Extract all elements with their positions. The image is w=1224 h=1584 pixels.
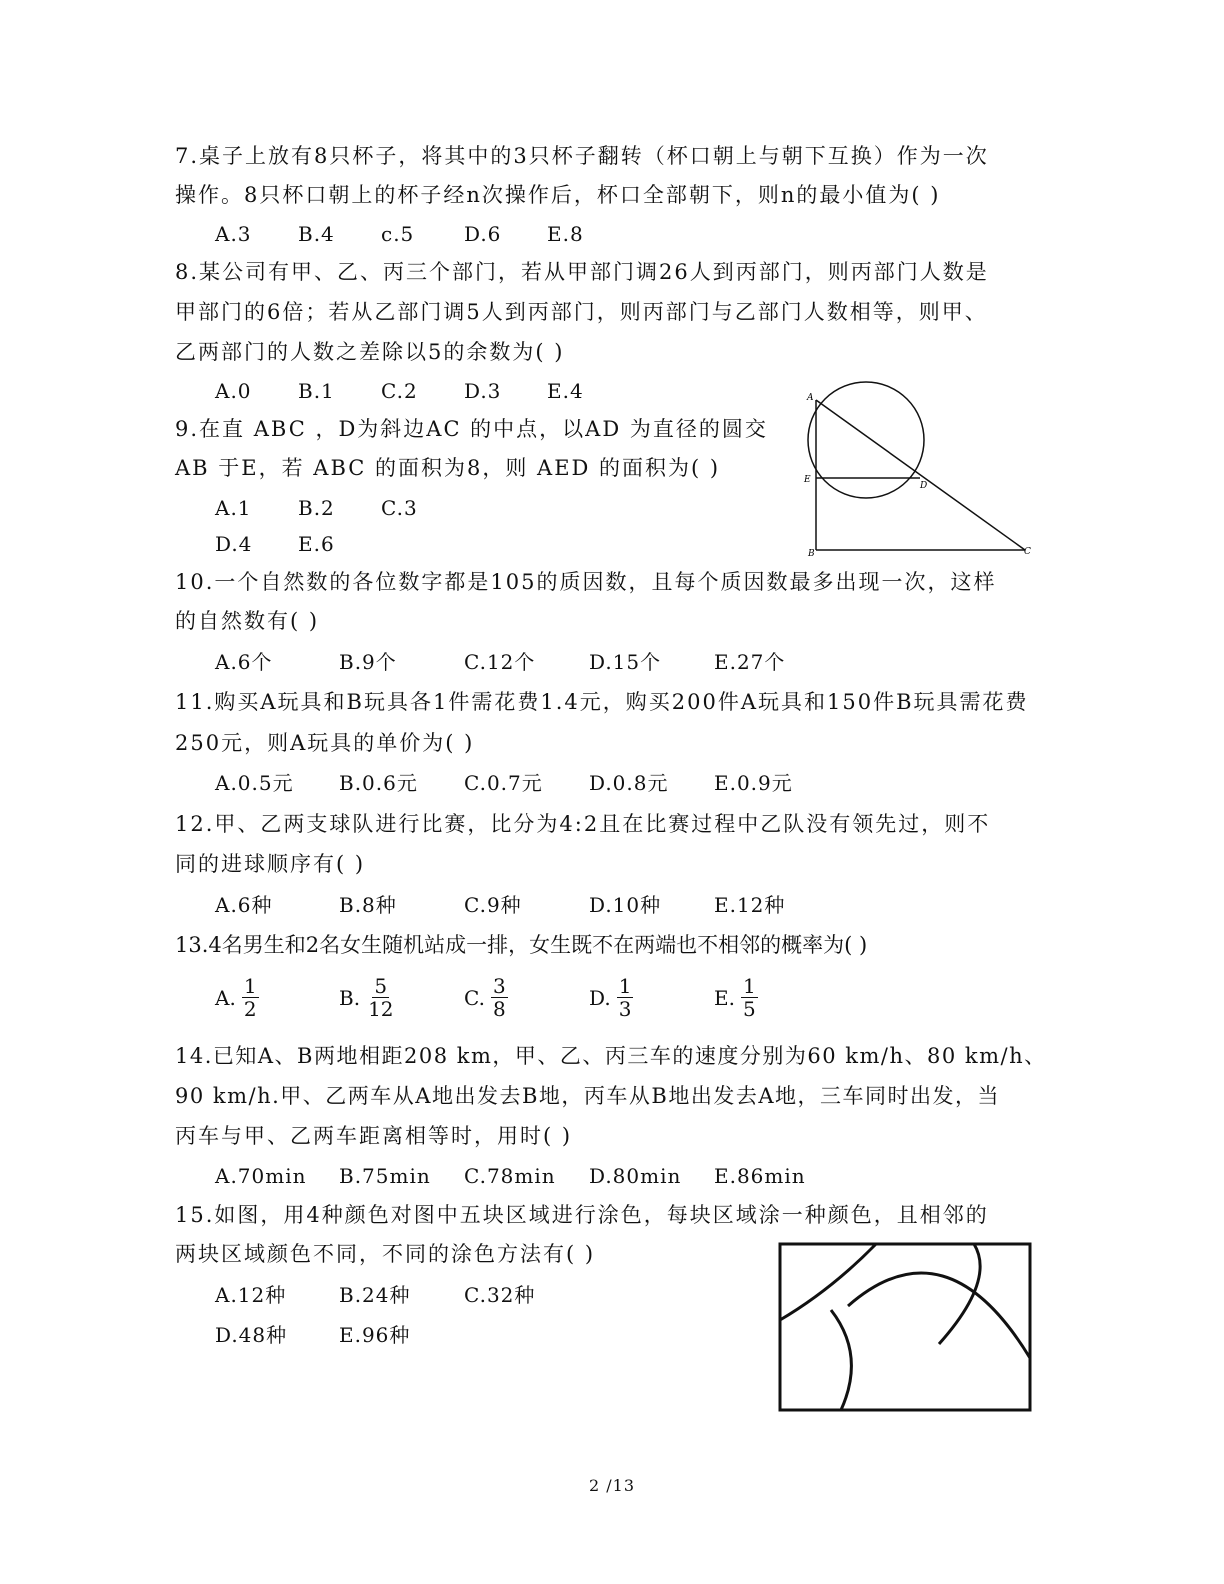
q11-option-d: D.0.8元 xyxy=(589,771,669,795)
q7-option-b: B.4 xyxy=(298,222,335,246)
q8-option-c: C.2 xyxy=(381,379,418,403)
q11-text-line1: 11.购买A玩具和B玩具各1件需花费1.4元，购买200件A玩具和150件B玩具需花费 xyxy=(175,690,1029,714)
q9-option-e: E.6 xyxy=(298,532,335,556)
q14-option-d: D.80min xyxy=(589,1164,682,1188)
q10-option-e: E.27个 xyxy=(714,650,786,674)
q12-option-a: A.6种 xyxy=(215,893,273,917)
q15-option-b: B.24种 xyxy=(339,1283,411,1307)
q15-option-e: E.96种 xyxy=(339,1323,411,1347)
q11-text-line2: 250元，则A玩具的单价为( ) xyxy=(175,731,475,755)
q13-option-c-label: C. xyxy=(464,985,485,1010)
q11-option-e: E.0.9元 xyxy=(714,771,793,795)
q9-text-line2: AB 于E，若 ABC 的面积为8，则 AED 的面积为( ) xyxy=(175,456,721,480)
q10-option-a: A.6个 xyxy=(215,650,273,674)
q12-option-d: D.10种 xyxy=(589,893,662,917)
q10-option-d: D.15个 xyxy=(589,650,662,674)
q15-option-d: D.48种 xyxy=(215,1323,288,1347)
q13-option-d-numerator: 1 xyxy=(618,974,632,998)
q7-text-line1: 7.桌子上放有8只杯子，将其中的3只杯子翻转（杯口朝上与朝下互换）作为一次 xyxy=(175,144,989,168)
q7-option-a: A.3 xyxy=(215,222,252,246)
page-number: 2 /13 xyxy=(588,1476,635,1495)
q9-option-a: A.1 xyxy=(215,496,252,520)
q13-option-c-numerator: 3 xyxy=(492,974,506,998)
q13-text-line1: 13.4名男生和2名女生随机站成一排，女生既不在两端也不相邻的概率为( ) xyxy=(175,933,868,957)
q8-option-b: B.1 xyxy=(298,379,335,403)
q13-option-e-label: E. xyxy=(714,985,735,1010)
q11-option-b: B.0.6元 xyxy=(339,771,418,795)
q13-option-a xyxy=(215,975,259,1020)
q10-text-line1: 10.一个自然数的各位数字都是105的质因数，且每个质因数最多出现一次，这样 xyxy=(175,570,997,594)
q12-option-e: E.12种 xyxy=(714,893,786,917)
q9-option-d: D.4 xyxy=(215,532,253,556)
q15-option-a: A.12种 xyxy=(215,1283,287,1307)
q10-text-line2: 的自然数有( ) xyxy=(175,609,320,633)
q9-option-b: B.2 xyxy=(298,496,335,520)
q8-text-line1: 8.某公司有甲、乙、丙三个部门，若从甲部门调26人到丙部门，则丙部门人数是 xyxy=(175,260,989,284)
q14-text-line2: 90 km/h.甲、乙两车从A地出发去B地，丙车从B地出发去A地，三车同时出发，当 xyxy=(175,1084,1001,1108)
q13-option-d-denominator: 3 xyxy=(618,997,632,1021)
q14-option-a: A.70min xyxy=(215,1164,307,1188)
q7-text-line2: 操作。8只杯口朝上的杯子经n次操作后，杯口全部朝下，则n的最小值为( ) xyxy=(175,183,941,207)
q11-option-c: C.0.7元 xyxy=(464,771,543,795)
q13-option-c xyxy=(464,975,508,1020)
q9-triangle-circle-figure xyxy=(800,372,1040,562)
q9-label-b: B xyxy=(808,549,815,559)
q13-option-d-label: D. xyxy=(589,985,611,1010)
q13-option-a-denominator: 2 xyxy=(243,997,257,1021)
q13-option-b-numerator: 5 xyxy=(374,974,388,998)
q13-option-a-label: A. xyxy=(215,985,236,1010)
q9-label-d: D xyxy=(920,481,928,491)
q13-option-c-denominator: 8 xyxy=(492,997,506,1021)
q10-option-c: C.12个 xyxy=(464,650,536,674)
q14-option-e: E.86min xyxy=(714,1164,806,1188)
q14-option-b: B.75min xyxy=(339,1164,431,1188)
q14-option-c: C.78min xyxy=(464,1164,556,1188)
q10-option-b: B.9个 xyxy=(339,650,397,674)
q14-text-line3: 丙车与甲、乙两车距离相等时，用时( ) xyxy=(175,1124,573,1148)
q8-option-a: A.0 xyxy=(215,379,252,403)
q9-option-c: C.3 xyxy=(381,496,418,520)
q15-text-line1: 15.如图，用4种颜色对图中五块区域进行涂色，每块区域涂一种颜色，且相邻的 xyxy=(175,1203,989,1227)
q8-option-e: E.4 xyxy=(547,379,584,403)
q12-text-line2: 同的进球顺序有( ) xyxy=(175,852,366,876)
q11-option-a: A.0.5元 xyxy=(215,771,294,795)
q12-option-b: B.8种 xyxy=(339,893,397,917)
q13-option-b-label: B. xyxy=(339,985,361,1010)
q13-option-b-denominator: 12 xyxy=(368,997,394,1021)
q8-text-line3: 乙两部门的人数之差除以5的余数为( ) xyxy=(175,340,565,364)
q8-text-line2: 甲部门的6倍；若从乙部门调5人到丙部门，则丙部门与乙部门人数相等，则甲、 xyxy=(175,300,988,324)
q13-option-d xyxy=(589,975,633,1020)
q13-option-e-numerator: 1 xyxy=(742,974,756,998)
q12-option-c: C.9种 xyxy=(464,893,522,917)
q7-option-e: E.8 xyxy=(547,222,584,246)
q13-option-e xyxy=(714,975,758,1020)
q15-regions-figure xyxy=(776,1240,1036,1416)
q9-label-c: C xyxy=(1024,547,1031,557)
q13-option-b xyxy=(339,975,396,1020)
q7-option-c: c.5 xyxy=(381,222,415,246)
q9-label-a: A xyxy=(807,393,814,403)
q15-option-c: C.32种 xyxy=(464,1283,536,1307)
q13-option-a-numerator: 1 xyxy=(243,974,257,998)
q12-text-line1: 12.甲、乙两支球队进行比赛，比分为4:2且在比赛过程中乙队没有领先过，则不 xyxy=(175,812,991,836)
q13-option-e-denominator: 5 xyxy=(742,997,756,1021)
q9-label-e: E xyxy=(804,475,811,485)
q7-option-d: D.6 xyxy=(464,222,502,246)
q14-text-line1: 14.已知A、B两地相距208 km，甲、乙、丙三车的速度分别为60 km/h、80 km/h、 xyxy=(175,1044,1047,1068)
q15-text-line2: 两块区域颜色不同，不同的涂色方法有( ) xyxy=(175,1242,596,1266)
q8-option-d: D.3 xyxy=(464,379,502,403)
q9-text-line1: 9.在直 ABC ，D为斜边AC 的中点，以AD 为直径的圆交 xyxy=(175,417,768,441)
